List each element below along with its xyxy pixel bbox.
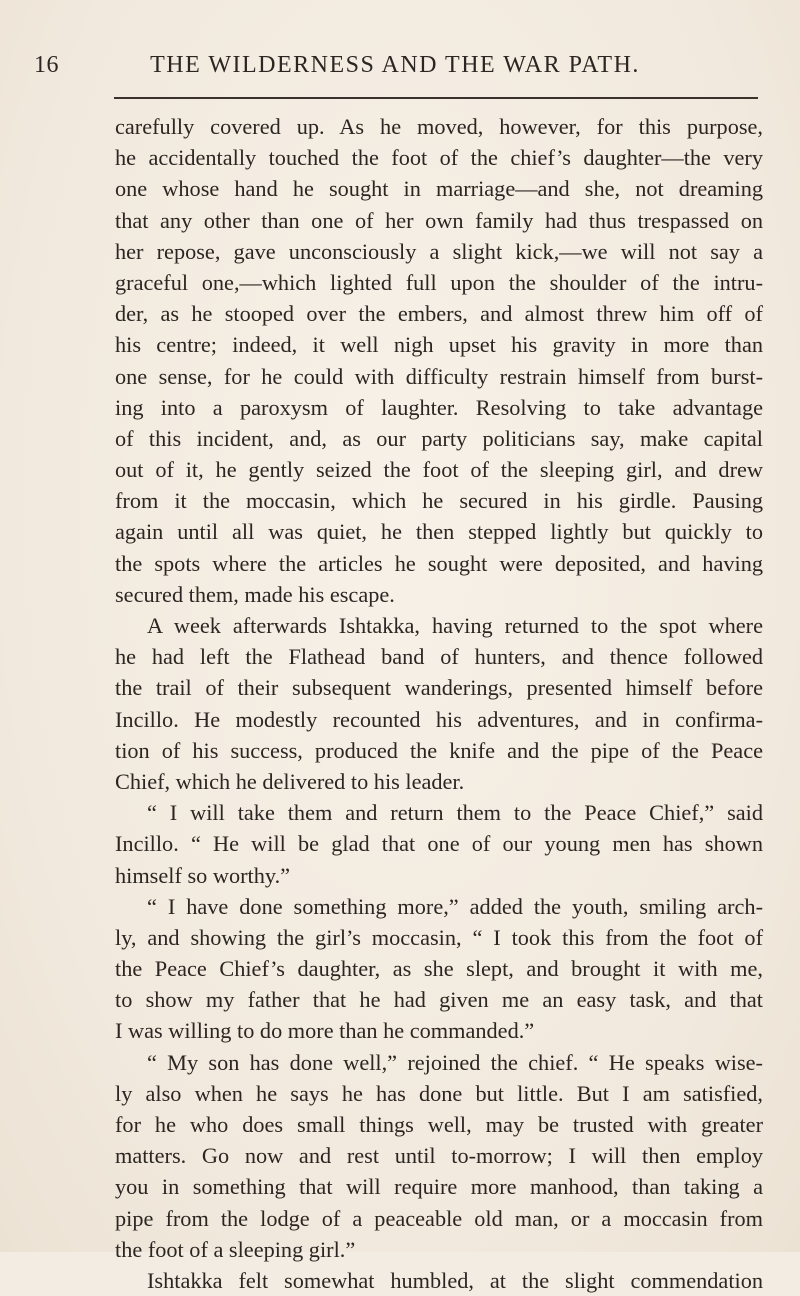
text-line: ing into a paroxysm of laughter. Resolving to take advantage: [115, 394, 763, 420]
text-line: the spots where the articles he sought were deposited, and having: [115, 550, 763, 576]
text-line: himself so worthy.”: [115, 862, 291, 888]
text-line: to show my father that he had given me an easy task, and that: [115, 987, 763, 1013]
page-header: [34, 52, 756, 92]
body-text: [115, 111, 763, 1296]
text-line: the foot of a sleeping girl.”: [115, 1236, 356, 1262]
text-line: of this incident, and, as our party politicians say, make capital: [115, 425, 763, 451]
text-line: Incillo. “ He will be glad that one of our young men has shown: [115, 831, 763, 857]
text-line: Ishtakka felt somewhat humbled, at the slight commendation: [147, 1267, 763, 1293]
text-line: he accidentally touched the foot of the chief’s daughter—the very: [115, 145, 763, 171]
text-line: one sense, for he could with difficulty restrain himself from burst-: [115, 363, 763, 389]
text-line: ly also when he says he has done but little. But I am satisfied,: [115, 1080, 763, 1106]
text-line: out of it, he gently seized the foot of the sleeping girl, and drew: [115, 457, 763, 483]
text-line: tion of his success, produced the knife and the pipe of the Peace: [115, 737, 763, 763]
text-line: ly, and showing the girl’s moccasin, “ I took this from the foot of: [115, 924, 763, 950]
text-line: one whose hand he sought in marriage—and she, not dreaming: [115, 176, 763, 202]
text-line: again until all was quiet, he then stepped lightly but quickly to: [115, 519, 763, 545]
text-line: A week afterwards Ishtakka, having returned to the spot where: [147, 613, 763, 638]
running-title: THE WILDERNESS AND THE WAR PATH.: [150, 52, 640, 78]
text-line: that any other than one of her own family had thus trespassed on: [115, 207, 763, 233]
header-rule: [114, 97, 758, 99]
text-line: the trail of their subsequent wanderings, presented himself before: [115, 675, 763, 701]
text-line: Chief, which he delivered to his leader.: [115, 768, 465, 794]
text-line: he had left the Flathead band of hunters, and thence followed: [115, 644, 763, 670]
text-line: the Peace Chief’s daughter, as she slept, and brought it with me,: [115, 956, 763, 982]
text-line: from it the moccasin, which he secured in his girdle. Pausing: [115, 488, 763, 514]
text-line: her repose, gave unconsciously a slight kick,—we will not say a: [115, 238, 763, 264]
text-line: “ I will take them and return them to the Peace Chief,” said: [147, 800, 763, 826]
page-number: 16: [34, 52, 59, 78]
text-line: for he who does small things well, may be trusted with greater: [115, 1112, 763, 1137]
text-line: “ My son has done well,” rejoined the chief. “ He speaks wise-: [147, 1049, 763, 1075]
text-line: “ I have done something more,” added the youth, smiling arch-: [147, 893, 763, 919]
text-line: pipe from the lodge of a peaceable old man, or a moccasin from: [115, 1205, 763, 1231]
text-line: graceful one,—which lighted full upon the shoulder of the intru-: [115, 269, 763, 295]
text-line: his centre; indeed, it well nigh upset his gravity in more than: [115, 332, 763, 358]
text-line: matters. Go now and rest until to-morrow; I will then employ: [115, 1143, 763, 1169]
text-line: Incillo. He modestly recounted his adventures, and in confirma-: [115, 706, 763, 732]
text-line: you in something that will require more manhood, than taking a: [115, 1174, 763, 1200]
text-line: der, as he stooped over the embers, and almost threw him off of: [115, 301, 763, 327]
text-line: I was willing to do more than he commanded.”: [115, 1018, 535, 1044]
text-line: carefully covered up. As he moved, however, for this purpose,: [115, 114, 763, 139]
text-line: secured them, made his escape.: [115, 581, 395, 607]
